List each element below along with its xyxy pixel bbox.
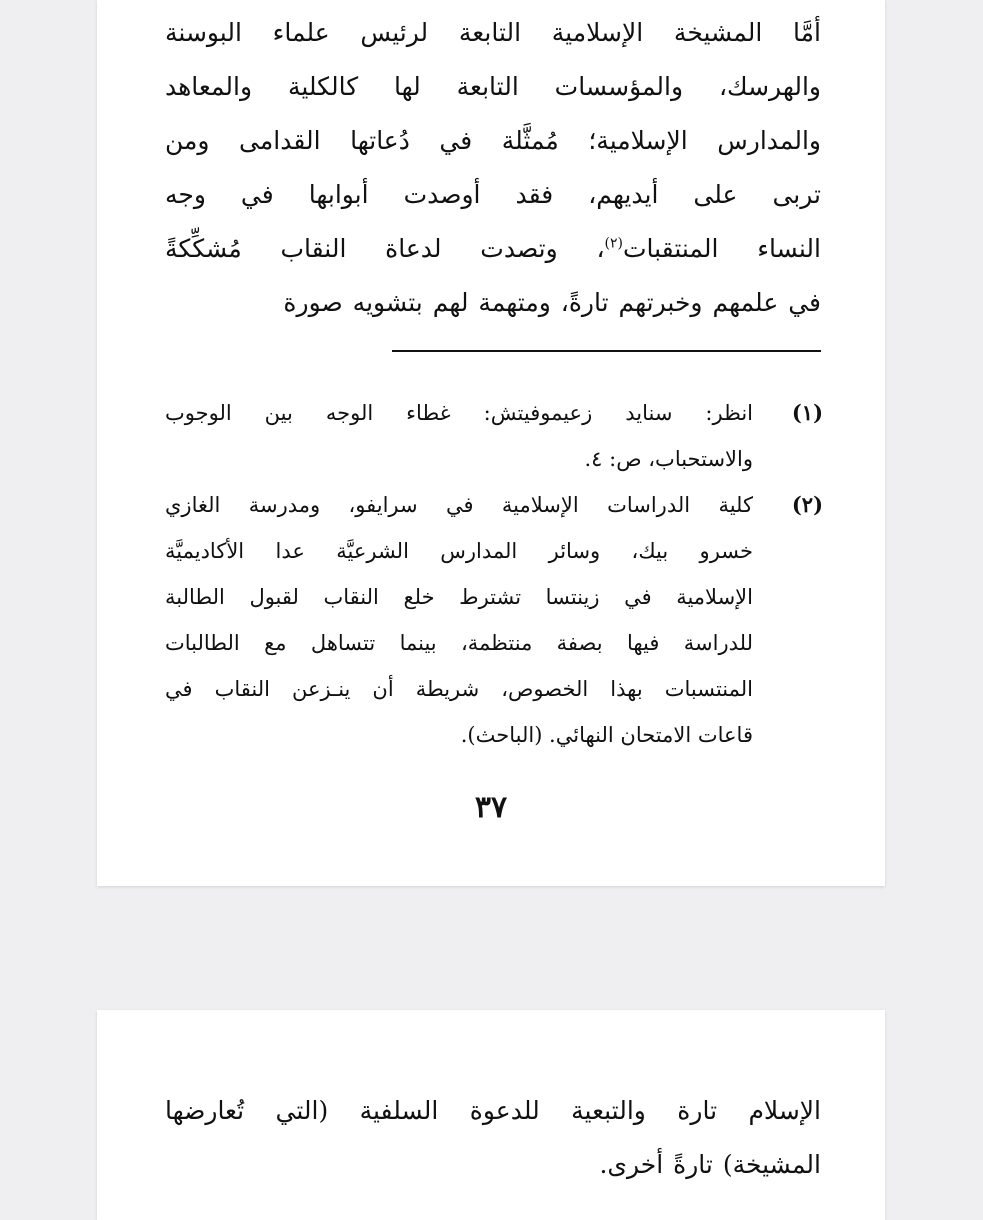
footnote-reference[interactable]: (٢) xyxy=(604,235,623,252)
body-line: أمَّا المشيخة الإسلامية التابعة لرئيس علماء البوسنة xyxy=(165,18,821,47)
document-page-next xyxy=(97,1010,885,1220)
footnote-line: خسرو بيك، وسائر المدارس الشرعيَّة عدا الأكاديميَّة xyxy=(165,539,753,563)
body-line: في علمهم وخبرتهم تارةً، ومتهمة لهم بتشويه صورة xyxy=(283,288,821,317)
footnote-line: قاعات الامتحان النهائي. (الباحث). xyxy=(460,723,753,747)
footnote-line: انظر: سنايد زعيموفيتش: غطاء الوجه بين الوجوب xyxy=(165,401,753,425)
page-number: ٣٧ xyxy=(474,790,508,825)
body-line-with-footnote xyxy=(165,222,821,276)
footnote-line: كلية الدراسات الإسلامية في سرايفو، ومدرسة الغازي xyxy=(165,493,753,517)
body-line: المشيخة) تارةً أخرى. xyxy=(599,1150,821,1179)
footnote-number: (١) xyxy=(791,400,823,425)
footnote-line: والاستحباب، ص: ٤. xyxy=(584,447,753,471)
body-line-segment: ، وتصدت لدعاة النقاب مُشكِّكةً xyxy=(165,234,605,263)
body-line: والمدارس الإسلامية؛ مُمثَّلة في دُعاتها القدامى ومن xyxy=(165,126,821,155)
body-text xyxy=(165,6,821,330)
footnotes xyxy=(165,390,823,758)
footnote-separator xyxy=(392,350,821,352)
document-page-37 xyxy=(97,0,885,886)
footnote-number: (٢) xyxy=(791,492,823,517)
body-line: تربى على أيديهم، فقد أوصدت أبوابها في وجه xyxy=(165,180,821,209)
footnote-line: للدراسة فيها بصفة منتظمة، بينما تتساهل مع الطالبات xyxy=(165,631,753,655)
body-line: والهرسك، والمؤسسات التابعة لها كالكلية والمعاهد xyxy=(165,72,821,101)
footnote-1 xyxy=(165,390,823,482)
body-text xyxy=(165,1084,821,1192)
footnote-line: الإسلامية في زينتسا تشترط خلع النقاب لقبول الطالبة xyxy=(165,585,753,609)
body-line: الإسلام تارة والتبعية للدعوة السلفية (التي تُعارضها xyxy=(165,1096,821,1125)
footnote-line: المنتسبات بهذا الخصوص، شريطة أن ينـزعن النقاب في xyxy=(165,677,753,701)
body-line-segment: النساء المنتقبات xyxy=(622,234,821,263)
footnote-2 xyxy=(165,482,823,758)
